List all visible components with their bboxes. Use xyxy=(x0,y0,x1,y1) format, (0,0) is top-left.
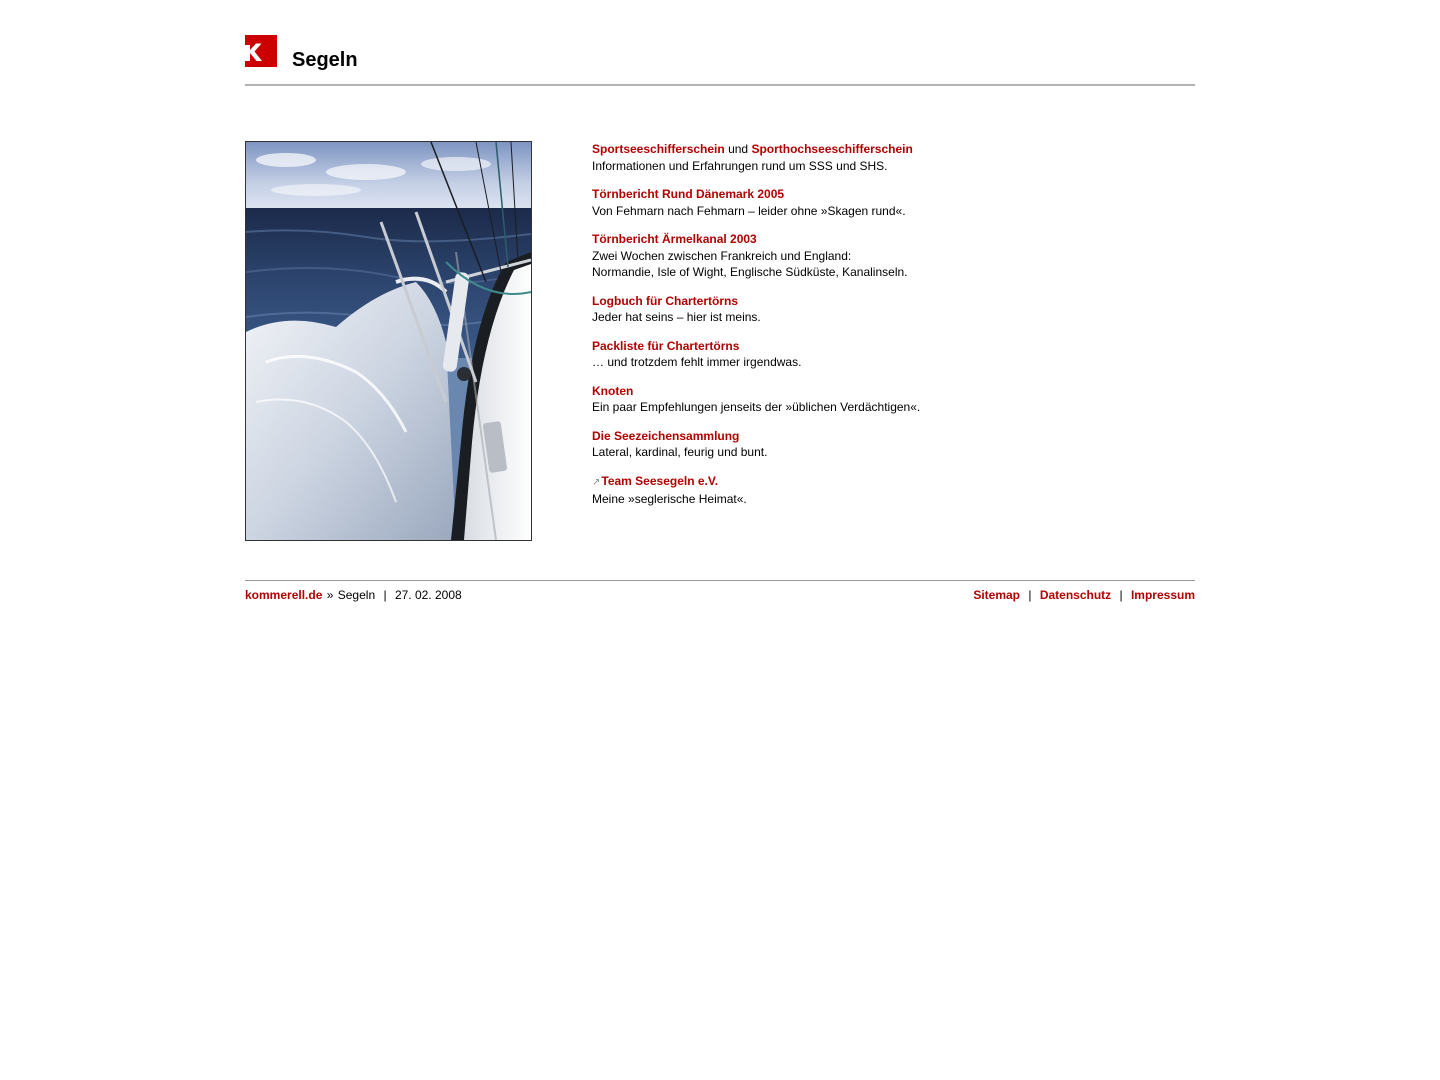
title-joiner: und xyxy=(728,142,749,156)
link-packliste[interactable]: Packliste für Chartertörns xyxy=(592,338,740,353)
breadcrumb-separator: » xyxy=(326,588,334,602)
entry-description: Ein paar Empfehlungen jenseits der »üblichen Verdächtigen«. xyxy=(592,400,921,414)
entry-description: … und trotzdem fehlt immer irgendwas. xyxy=(592,355,802,369)
entry-description: Jeder hat seins – hier ist meins. xyxy=(592,310,761,324)
entry-title-line xyxy=(592,141,1192,158)
sailing-link-list xyxy=(592,141,1192,520)
entry-description: Zwei Wochen zwischen Frankreich und England: xyxy=(592,248,852,263)
page-title: Segeln xyxy=(292,49,358,71)
footer-breadcrumb xyxy=(245,588,462,602)
link-knoten[interactable]: Knoten xyxy=(592,383,634,398)
list-item xyxy=(592,383,1192,416)
footer-links xyxy=(973,588,1195,602)
site-logo[interactable] xyxy=(245,35,277,67)
list-item xyxy=(592,141,1192,174)
sailboat-photo-icon xyxy=(246,142,531,540)
footer-divider: | xyxy=(1119,588,1123,602)
external-link-icon: ↗ xyxy=(592,476,601,488)
footer-divider: | xyxy=(1028,588,1032,602)
link-toernbericht-daenemark-2005[interactable]: Törnbericht Rund Dänemark 2005 xyxy=(592,187,785,201)
list-item xyxy=(592,338,1192,371)
entry-description: Lateral, kardinal, feurig und bunt. xyxy=(592,445,768,459)
list-item xyxy=(592,473,1192,508)
list-item xyxy=(592,428,1192,461)
entry-description: Informationen und Erfahrungen rund um SSS und SHS. xyxy=(592,158,888,173)
list-item xyxy=(592,186,1192,219)
footer-divider: | xyxy=(383,588,387,602)
page-date: 27. 02. 2008 xyxy=(394,588,462,602)
datenschutz-link[interactable]: Datenschutz xyxy=(1039,588,1112,602)
sailing-photo xyxy=(245,141,532,541)
impressum-link[interactable]: Impressum xyxy=(1130,588,1195,602)
page-footer xyxy=(245,580,1195,602)
k-logo-icon xyxy=(245,35,277,67)
link-sporthochseeschifferschein[interactable]: Sporthochseeschifferschein xyxy=(751,142,913,156)
list-item xyxy=(592,231,1192,281)
list-item xyxy=(592,293,1192,326)
entry-description-line2: Normandie, Isle of Wight, Englische Südküste, Kanalinseln. xyxy=(592,265,908,279)
home-link[interactable]: kommerell.de xyxy=(245,588,323,602)
entry-description: Von Fehmarn nach Fehmarn – leider ohne »Skagen rund«. xyxy=(592,203,906,218)
link-logbuch[interactable]: Logbuch für Chartertörns xyxy=(592,293,738,308)
link-seezeichensammlung[interactable]: Die Seezeichensammlung xyxy=(592,428,740,443)
breadcrumb-current: Segeln xyxy=(337,588,376,602)
sitemap-link[interactable]: Sitemap xyxy=(973,588,1020,602)
entry-description: Meine »seglerische Heimat«. xyxy=(592,492,747,506)
link-team-seesegeln[interactable]: Team Seesegeln e.V. xyxy=(601,473,719,488)
page-header xyxy=(245,35,1195,86)
link-sportseeschifferschein[interactable]: Sportseeschifferschein xyxy=(592,142,725,156)
link-toernbericht-aermelkanal-2003[interactable]: Törnbericht Ärmelkanal 2003 xyxy=(592,232,757,246)
